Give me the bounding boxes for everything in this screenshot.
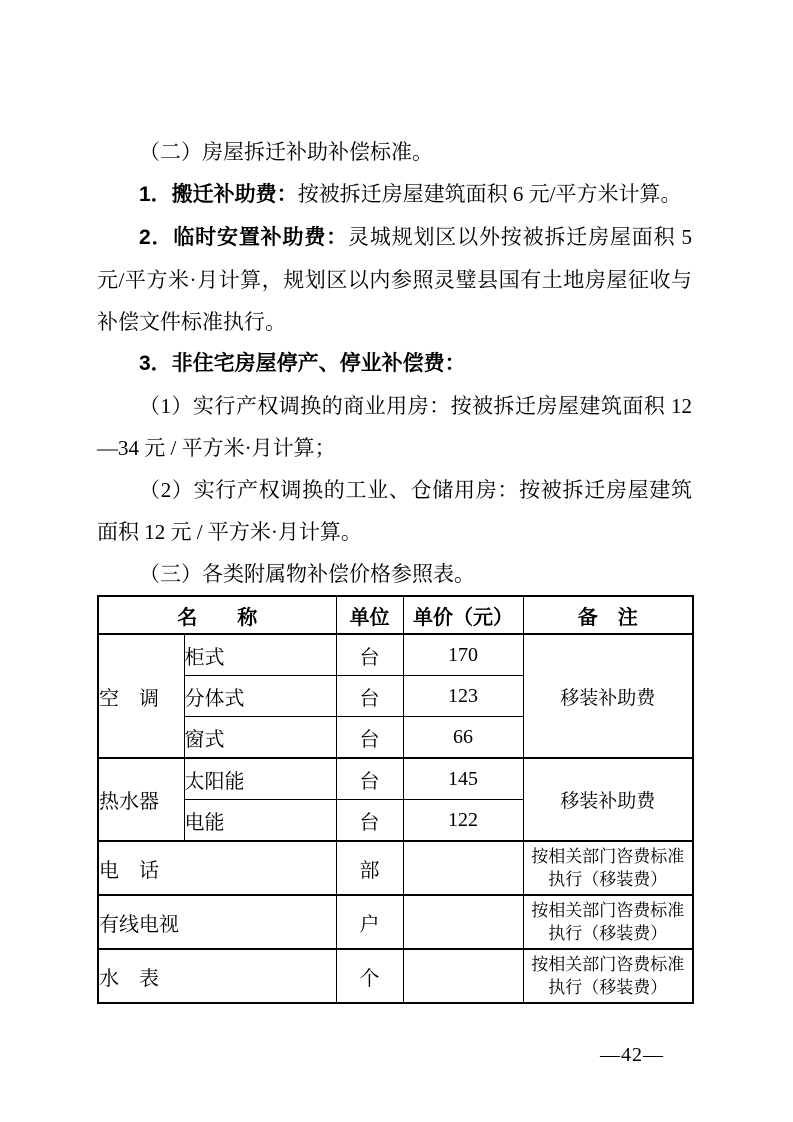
item1-paragraph	[97, 173, 692, 216]
cell-ac-cabinet-name: 柜式	[184, 634, 336, 676]
cell-telephone-name: 电 话	[98, 841, 336, 895]
table-row-telephone	[98, 841, 693, 895]
cell-ac-note: 移装补助费	[523, 634, 693, 758]
cell-ac-cabinet-unit: 台	[336, 634, 403, 676]
table-header-row	[98, 596, 693, 634]
item1-label: 1．搬迁补助费：	[139, 183, 298, 206]
item3-sub1-paragraph: （1）实行产权调换的商业用房：按被拆迁房屋建筑面积 12—34 元 / 平方米·月计算；	[97, 394, 692, 460]
cell-category-air-conditioner: 空 调	[98, 634, 184, 758]
item2-label: 2．临时安置补助费：	[139, 226, 348, 249]
item2-text: 灵城规划区以外按被拆迁房屋面积 5 元/平方米·月计算，规划区以内参照灵璧县国有土地房屋征收与补偿文件标准执行。	[97, 225, 693, 334]
table-row-ac-cabinet	[98, 634, 693, 676]
cell-heater-solar-name: 太阳能	[184, 758, 336, 800]
cell-heater-solar-unit: 台	[336, 758, 403, 800]
page-number: —42—	[600, 1044, 664, 1066]
attachment-compensation-table	[97, 595, 694, 1004]
cell-heater-electric-name: 电能	[184, 800, 336, 842]
cell-telephone-note: 按相关部门咨费标准执行（移装费）	[523, 841, 693, 895]
header-unit: 单位	[336, 596, 403, 634]
cell-heater-solar-price: 145	[403, 758, 523, 800]
cell-water-meter-unit: 个	[336, 949, 403, 1003]
cell-ac-window-name: 窗式	[184, 717, 336, 759]
item2-paragraph	[97, 216, 692, 343]
table-row-cable-tv	[98, 895, 693, 949]
table-row-heater-solar	[98, 758, 693, 800]
cell-ac-window-unit: 台	[336, 717, 403, 759]
cell-ac-cabinet-price: 170	[403, 634, 523, 676]
cell-cable-tv-price	[403, 895, 523, 949]
cell-telephone-unit: 部	[336, 841, 403, 895]
cell-ac-split-unit: 台	[336, 676, 403, 717]
section3-heading: （三）各类附属物补偿价格参照表。	[139, 562, 475, 586]
item3-sub2-paragraph: （2）实行产权调换的工业、仓储用房：按被拆迁房屋建筑面积 12 元 / 平方米·月计算。	[97, 478, 692, 544]
section2-heading: （二）房屋拆迁补助补偿标准。	[139, 140, 433, 164]
cell-cable-tv-name: 有线电视	[98, 895, 336, 949]
item1-text: 按被拆迁房屋建筑面积 6 元/平方米计算。	[297, 182, 682, 206]
cell-heater-electric-unit: 台	[336, 800, 403, 842]
cell-ac-window-price: 66	[403, 717, 523, 759]
header-note: 备 注	[523, 596, 693, 634]
cell-ac-split-price: 123	[403, 676, 523, 717]
cell-water-meter-note: 按相关部门咨费标准执行（移装费）	[523, 949, 693, 1003]
cell-water-meter-price	[403, 949, 523, 1003]
cell-water-meter-name: 水 表	[98, 949, 336, 1003]
cell-heater-electric-price: 122	[403, 800, 523, 842]
cell-category-water-heater: 热水器	[98, 758, 184, 841]
header-price: 单价（元）	[403, 596, 523, 634]
cell-telephone-price	[403, 841, 523, 895]
item3-heading: 3．非住宅房屋停产、停业补偿费：	[139, 352, 466, 375]
cell-cable-tv-note: 按相关部门咨费标准执行（移装费）	[523, 895, 693, 949]
cell-ac-split-name: 分体式	[184, 676, 336, 717]
table-row-water-meter	[98, 949, 693, 1003]
cell-cable-tv-unit: 户	[336, 895, 403, 949]
cell-heater-note: 移装补助费	[523, 758, 693, 841]
header-name: 名 称	[98, 596, 336, 634]
